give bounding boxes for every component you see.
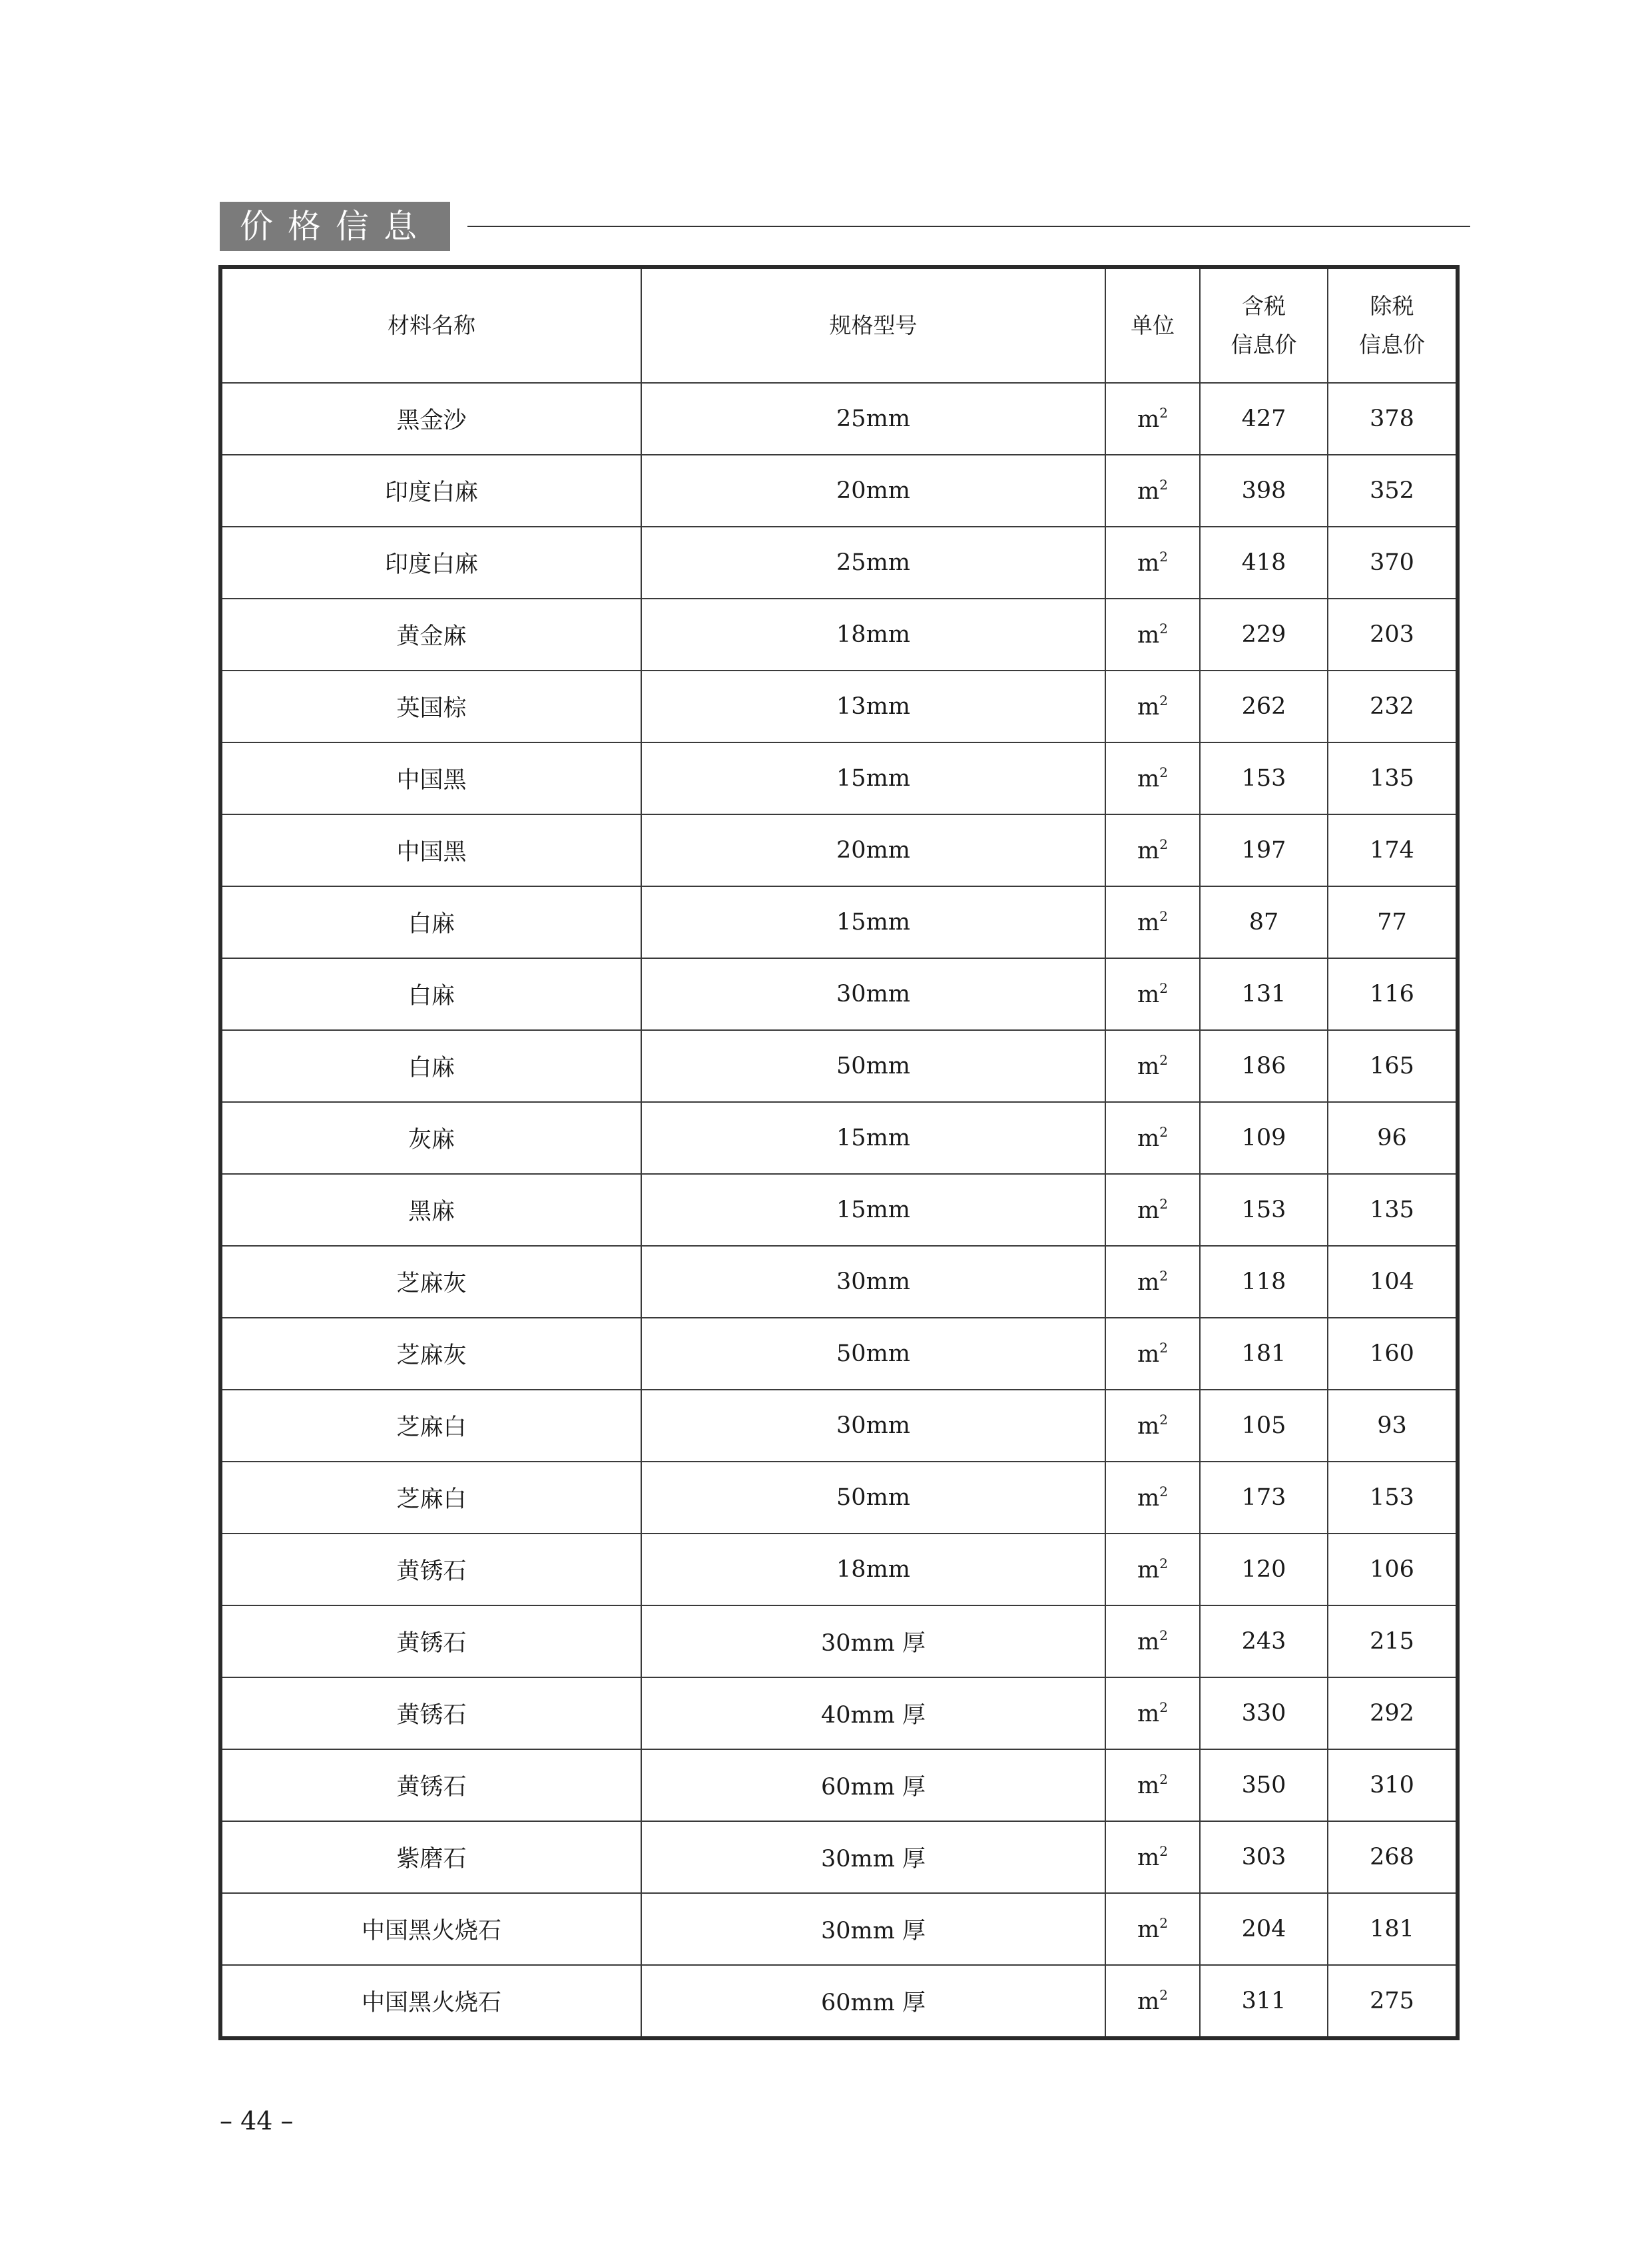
table-header-row — [220, 267, 1458, 383]
material-name-cell: 黑麻 — [220, 1174, 641, 1246]
spec-cell: 30mm 厚 — [641, 1605, 1105, 1677]
unit-exponent: 2 — [1159, 908, 1168, 924]
spec-cell: 18mm — [641, 1534, 1105, 1605]
price-incl-tax-cell: 418 — [1200, 527, 1328, 599]
unit-cell — [1105, 1174, 1200, 1246]
unit-exponent: 2 — [1159, 1412, 1168, 1428]
spec-cell: 60mm 厚 — [641, 1749, 1105, 1821]
unit-exponent: 2 — [1159, 764, 1168, 780]
table-row — [220, 1605, 1458, 1677]
unit-cell — [1105, 1390, 1200, 1462]
price-excl-tax-cell: 215 — [1328, 1605, 1458, 1677]
spec-cell: 18mm — [641, 599, 1105, 671]
spec-cell: 15mm — [641, 886, 1105, 958]
unit-exponent: 2 — [1159, 1555, 1168, 1571]
material-name-cell: 灰麻 — [220, 1102, 641, 1174]
material-name-cell: 中国黑 — [220, 742, 641, 814]
unit-exponent: 2 — [1159, 980, 1168, 996]
unit-base: m — [1137, 1916, 1160, 1943]
price-excl-tax-cell: 268 — [1328, 1821, 1458, 1893]
table-row — [220, 814, 1458, 886]
price-excl-tax-cell: 96 — [1328, 1102, 1458, 1174]
price-incl-tax-cell: 311 — [1200, 1965, 1328, 2038]
price-excl-tax-cell: 174 — [1328, 814, 1458, 886]
price-excl-tax-cell: 378 — [1328, 383, 1458, 455]
unit-cell — [1105, 599, 1200, 671]
spec-cell: 15mm — [641, 1174, 1105, 1246]
spec-cell: 30mm — [641, 1246, 1105, 1318]
price-excl-tax-cell: 292 — [1328, 1677, 1458, 1749]
price-excl-tax-cell: 232 — [1328, 671, 1458, 742]
header-price-incl-tax — [1200, 267, 1328, 383]
spec-cell: 30mm 厚 — [641, 1821, 1105, 1893]
material-name-cell: 芝麻白 — [220, 1462, 641, 1534]
spec-cell: 30mm 厚 — [641, 1893, 1105, 1965]
material-name-cell: 中国黑火烧石 — [220, 1965, 641, 2038]
table-row — [220, 1174, 1458, 1246]
unit-base: m — [1137, 406, 1160, 433]
unit-exponent: 2 — [1159, 1771, 1168, 1787]
unit-exponent: 2 — [1159, 405, 1168, 421]
unit-cell — [1105, 1677, 1200, 1749]
table-row — [220, 1821, 1458, 1893]
header-name: 材料名称 — [220, 267, 641, 383]
header-price-incl-tax-line1: 含税 — [1242, 293, 1286, 319]
unit-base: m — [1137, 982, 1160, 1008]
unit-cell — [1105, 1102, 1200, 1174]
table-row — [220, 1893, 1458, 1965]
spec-cell: 60mm 厚 — [641, 1965, 1105, 2038]
price-excl-tax-cell: 160 — [1328, 1318, 1458, 1390]
price-incl-tax-cell: 87 — [1200, 886, 1328, 958]
unit-cell — [1105, 886, 1200, 958]
price-incl-tax-cell: 181 — [1200, 1318, 1328, 1390]
unit-exponent: 2 — [1159, 1268, 1168, 1284]
price-excl-tax-cell: 370 — [1328, 527, 1458, 599]
unit-cell — [1105, 383, 1200, 455]
unit-base: m — [1137, 1341, 1160, 1368]
unit-cell — [1105, 1534, 1200, 1605]
unit-cell — [1105, 814, 1200, 886]
table-row — [220, 1102, 1458, 1174]
unit-base: m — [1137, 1629, 1160, 1655]
table-row — [220, 1390, 1458, 1462]
material-name-cell: 印度白麻 — [220, 455, 641, 527]
unit-cell — [1105, 1030, 1200, 1102]
section-title: 价格信息 — [220, 202, 450, 251]
section-divider — [467, 226, 1470, 227]
spec-cell: 15mm — [641, 1102, 1105, 1174]
material-name-cell: 黄锈石 — [220, 1534, 641, 1605]
material-name-cell: 中国黑 — [220, 814, 641, 886]
header-price-excl-tax-line1: 除税 — [1370, 293, 1414, 319]
table-row — [220, 958, 1458, 1030]
header-unit: 单位 — [1105, 267, 1200, 383]
unit-exponent: 2 — [1159, 1987, 1168, 2003]
unit-base: m — [1137, 838, 1160, 864]
unit-exponent: 2 — [1159, 549, 1168, 565]
material-name-cell: 黄金麻 — [220, 599, 641, 671]
header-price-incl-tax-line2: 信息价 — [1231, 332, 1297, 358]
section-header — [220, 202, 1470, 251]
unit-base: m — [1137, 1269, 1160, 1296]
table-row — [220, 1749, 1458, 1821]
price-excl-tax-cell: 77 — [1328, 886, 1458, 958]
spec-cell: 20mm — [641, 814, 1105, 886]
unit-base: m — [1137, 1988, 1160, 2015]
material-name-cell: 芝麻灰 — [220, 1318, 641, 1390]
price-excl-tax-cell: 116 — [1328, 958, 1458, 1030]
table-row — [220, 599, 1458, 671]
spec-cell: 50mm — [641, 1318, 1105, 1390]
material-name-cell: 白麻 — [220, 886, 641, 958]
unit-exponent: 2 — [1159, 1699, 1168, 1715]
price-excl-tax-cell: 93 — [1328, 1390, 1458, 1462]
price-excl-tax-cell: 275 — [1328, 1965, 1458, 2038]
unit-base: m — [1137, 1413, 1160, 1440]
price-incl-tax-cell: 350 — [1200, 1749, 1328, 1821]
unit-base: m — [1137, 1485, 1160, 1512]
unit-exponent: 2 — [1159, 1484, 1168, 1500]
unit-base: m — [1137, 694, 1160, 720]
price-excl-tax-cell: 203 — [1328, 599, 1458, 671]
unit-exponent: 2 — [1159, 1124, 1168, 1140]
header-spec: 规格型号 — [641, 267, 1105, 383]
spec-cell: 20mm — [641, 455, 1105, 527]
unit-exponent: 2 — [1159, 1340, 1168, 1356]
spec-cell: 15mm — [641, 742, 1105, 814]
price-incl-tax-cell: 229 — [1200, 599, 1328, 671]
price-incl-tax-cell: 243 — [1200, 1605, 1328, 1677]
unit-cell — [1105, 1749, 1200, 1821]
material-name-cell: 紫磨石 — [220, 1821, 641, 1893]
price-incl-tax-cell: 105 — [1200, 1390, 1328, 1462]
table-row — [220, 383, 1458, 455]
table-body — [220, 383, 1458, 2038]
unit-exponent: 2 — [1159, 477, 1168, 493]
table-row — [220, 1462, 1458, 1534]
unit-exponent: 2 — [1159, 1843, 1168, 1859]
price-incl-tax-cell: 120 — [1200, 1534, 1328, 1605]
table-row — [220, 1318, 1458, 1390]
unit-cell — [1105, 742, 1200, 814]
unit-cell — [1105, 1318, 1200, 1390]
spec-cell: 50mm — [641, 1462, 1105, 1534]
page-number: – 44 – — [220, 2106, 294, 2135]
price-excl-tax-cell: 352 — [1328, 455, 1458, 527]
unit-cell — [1105, 455, 1200, 527]
unit-base: m — [1137, 1557, 1160, 1583]
unit-cell — [1105, 1246, 1200, 1318]
unit-base: m — [1137, 1125, 1160, 1152]
spec-cell: 30mm — [641, 958, 1105, 1030]
table-row — [220, 742, 1458, 814]
header-price-excl-tax-line2: 信息价 — [1359, 332, 1425, 358]
unit-cell — [1105, 1893, 1200, 1965]
price-incl-tax-cell: 118 — [1200, 1246, 1328, 1318]
unit-cell — [1105, 958, 1200, 1030]
price-incl-tax-cell: 173 — [1200, 1462, 1328, 1534]
price-incl-tax-cell: 427 — [1200, 383, 1328, 455]
price-excl-tax-cell: 310 — [1328, 1749, 1458, 1821]
unit-cell — [1105, 671, 1200, 742]
table-row — [220, 1246, 1458, 1318]
price-excl-tax-cell: 165 — [1328, 1030, 1458, 1102]
unit-cell — [1105, 1965, 1200, 2038]
unit-base: m — [1137, 622, 1160, 649]
material-name-cell: 黄锈石 — [220, 1749, 641, 1821]
price-incl-tax-cell: 204 — [1200, 1893, 1328, 1965]
unit-exponent: 2 — [1159, 1196, 1168, 1212]
table-row — [220, 527, 1458, 599]
material-name-cell: 芝麻白 — [220, 1390, 641, 1462]
spec-cell: 50mm — [641, 1030, 1105, 1102]
material-name-cell: 黄锈石 — [220, 1677, 641, 1749]
unit-cell — [1105, 1605, 1200, 1677]
unit-cell — [1105, 1821, 1200, 1893]
unit-base: m — [1137, 1197, 1160, 1224]
unit-base: m — [1137, 1844, 1160, 1871]
spec-cell: 13mm — [641, 671, 1105, 742]
unit-exponent: 2 — [1159, 693, 1168, 708]
material-name-cell: 白麻 — [220, 958, 641, 1030]
unit-base: m — [1137, 1701, 1160, 1727]
unit-base: m — [1137, 766, 1160, 792]
price-excl-tax-cell: 181 — [1328, 1893, 1458, 1965]
material-name-cell: 白麻 — [220, 1030, 641, 1102]
price-excl-tax-cell: 135 — [1328, 1174, 1458, 1246]
table-row — [220, 455, 1458, 527]
unit-exponent: 2 — [1159, 1627, 1168, 1643]
unit-base: m — [1137, 1773, 1160, 1799]
price-incl-tax-cell: 186 — [1200, 1030, 1328, 1102]
unit-cell — [1105, 1462, 1200, 1534]
price-incl-tax-cell: 262 — [1200, 671, 1328, 742]
material-name-cell: 黑金沙 — [220, 383, 641, 455]
table-row — [220, 1677, 1458, 1749]
price-excl-tax-cell: 106 — [1328, 1534, 1458, 1605]
table-row — [220, 1534, 1458, 1605]
unit-base: m — [1137, 550, 1160, 577]
header-price-excl-tax — [1328, 267, 1458, 383]
price-incl-tax-cell: 153 — [1200, 1174, 1328, 1246]
material-name-cell: 芝麻灰 — [220, 1246, 641, 1318]
material-name-cell: 印度白麻 — [220, 527, 641, 599]
table-row — [220, 1965, 1458, 2038]
unit-exponent: 2 — [1159, 1052, 1168, 1068]
price-incl-tax-cell: 330 — [1200, 1677, 1328, 1749]
material-name-cell: 黄锈石 — [220, 1605, 641, 1677]
unit-base: m — [1137, 1053, 1160, 1080]
price-incl-tax-cell: 109 — [1200, 1102, 1328, 1174]
price-excl-tax-cell: 153 — [1328, 1462, 1458, 1534]
unit-exponent: 2 — [1159, 836, 1168, 852]
unit-exponent: 2 — [1159, 1915, 1168, 1931]
material-name-cell: 中国黑火烧石 — [220, 1893, 641, 1965]
spec-cell: 30mm — [641, 1390, 1105, 1462]
price-excl-tax-cell: 104 — [1328, 1246, 1458, 1318]
unit-base: m — [1137, 478, 1160, 505]
material-name-cell: 英国棕 — [220, 671, 641, 742]
price-incl-tax-cell: 197 — [1200, 814, 1328, 886]
price-incl-tax-cell: 153 — [1200, 742, 1328, 814]
price-incl-tax-cell: 398 — [1200, 455, 1328, 527]
price-incl-tax-cell: 303 — [1200, 1821, 1328, 1893]
table-row — [220, 1030, 1458, 1102]
unit-exponent: 2 — [1159, 621, 1168, 637]
unit-base: m — [1137, 910, 1160, 936]
price-excl-tax-cell: 135 — [1328, 742, 1458, 814]
price-table — [218, 265, 1460, 2040]
price-incl-tax-cell: 131 — [1200, 958, 1328, 1030]
table-row — [220, 886, 1458, 958]
spec-cell: 25mm — [641, 383, 1105, 455]
table-row — [220, 671, 1458, 742]
unit-cell — [1105, 527, 1200, 599]
spec-cell: 25mm — [641, 527, 1105, 599]
spec-cell: 40mm 厚 — [641, 1677, 1105, 1749]
